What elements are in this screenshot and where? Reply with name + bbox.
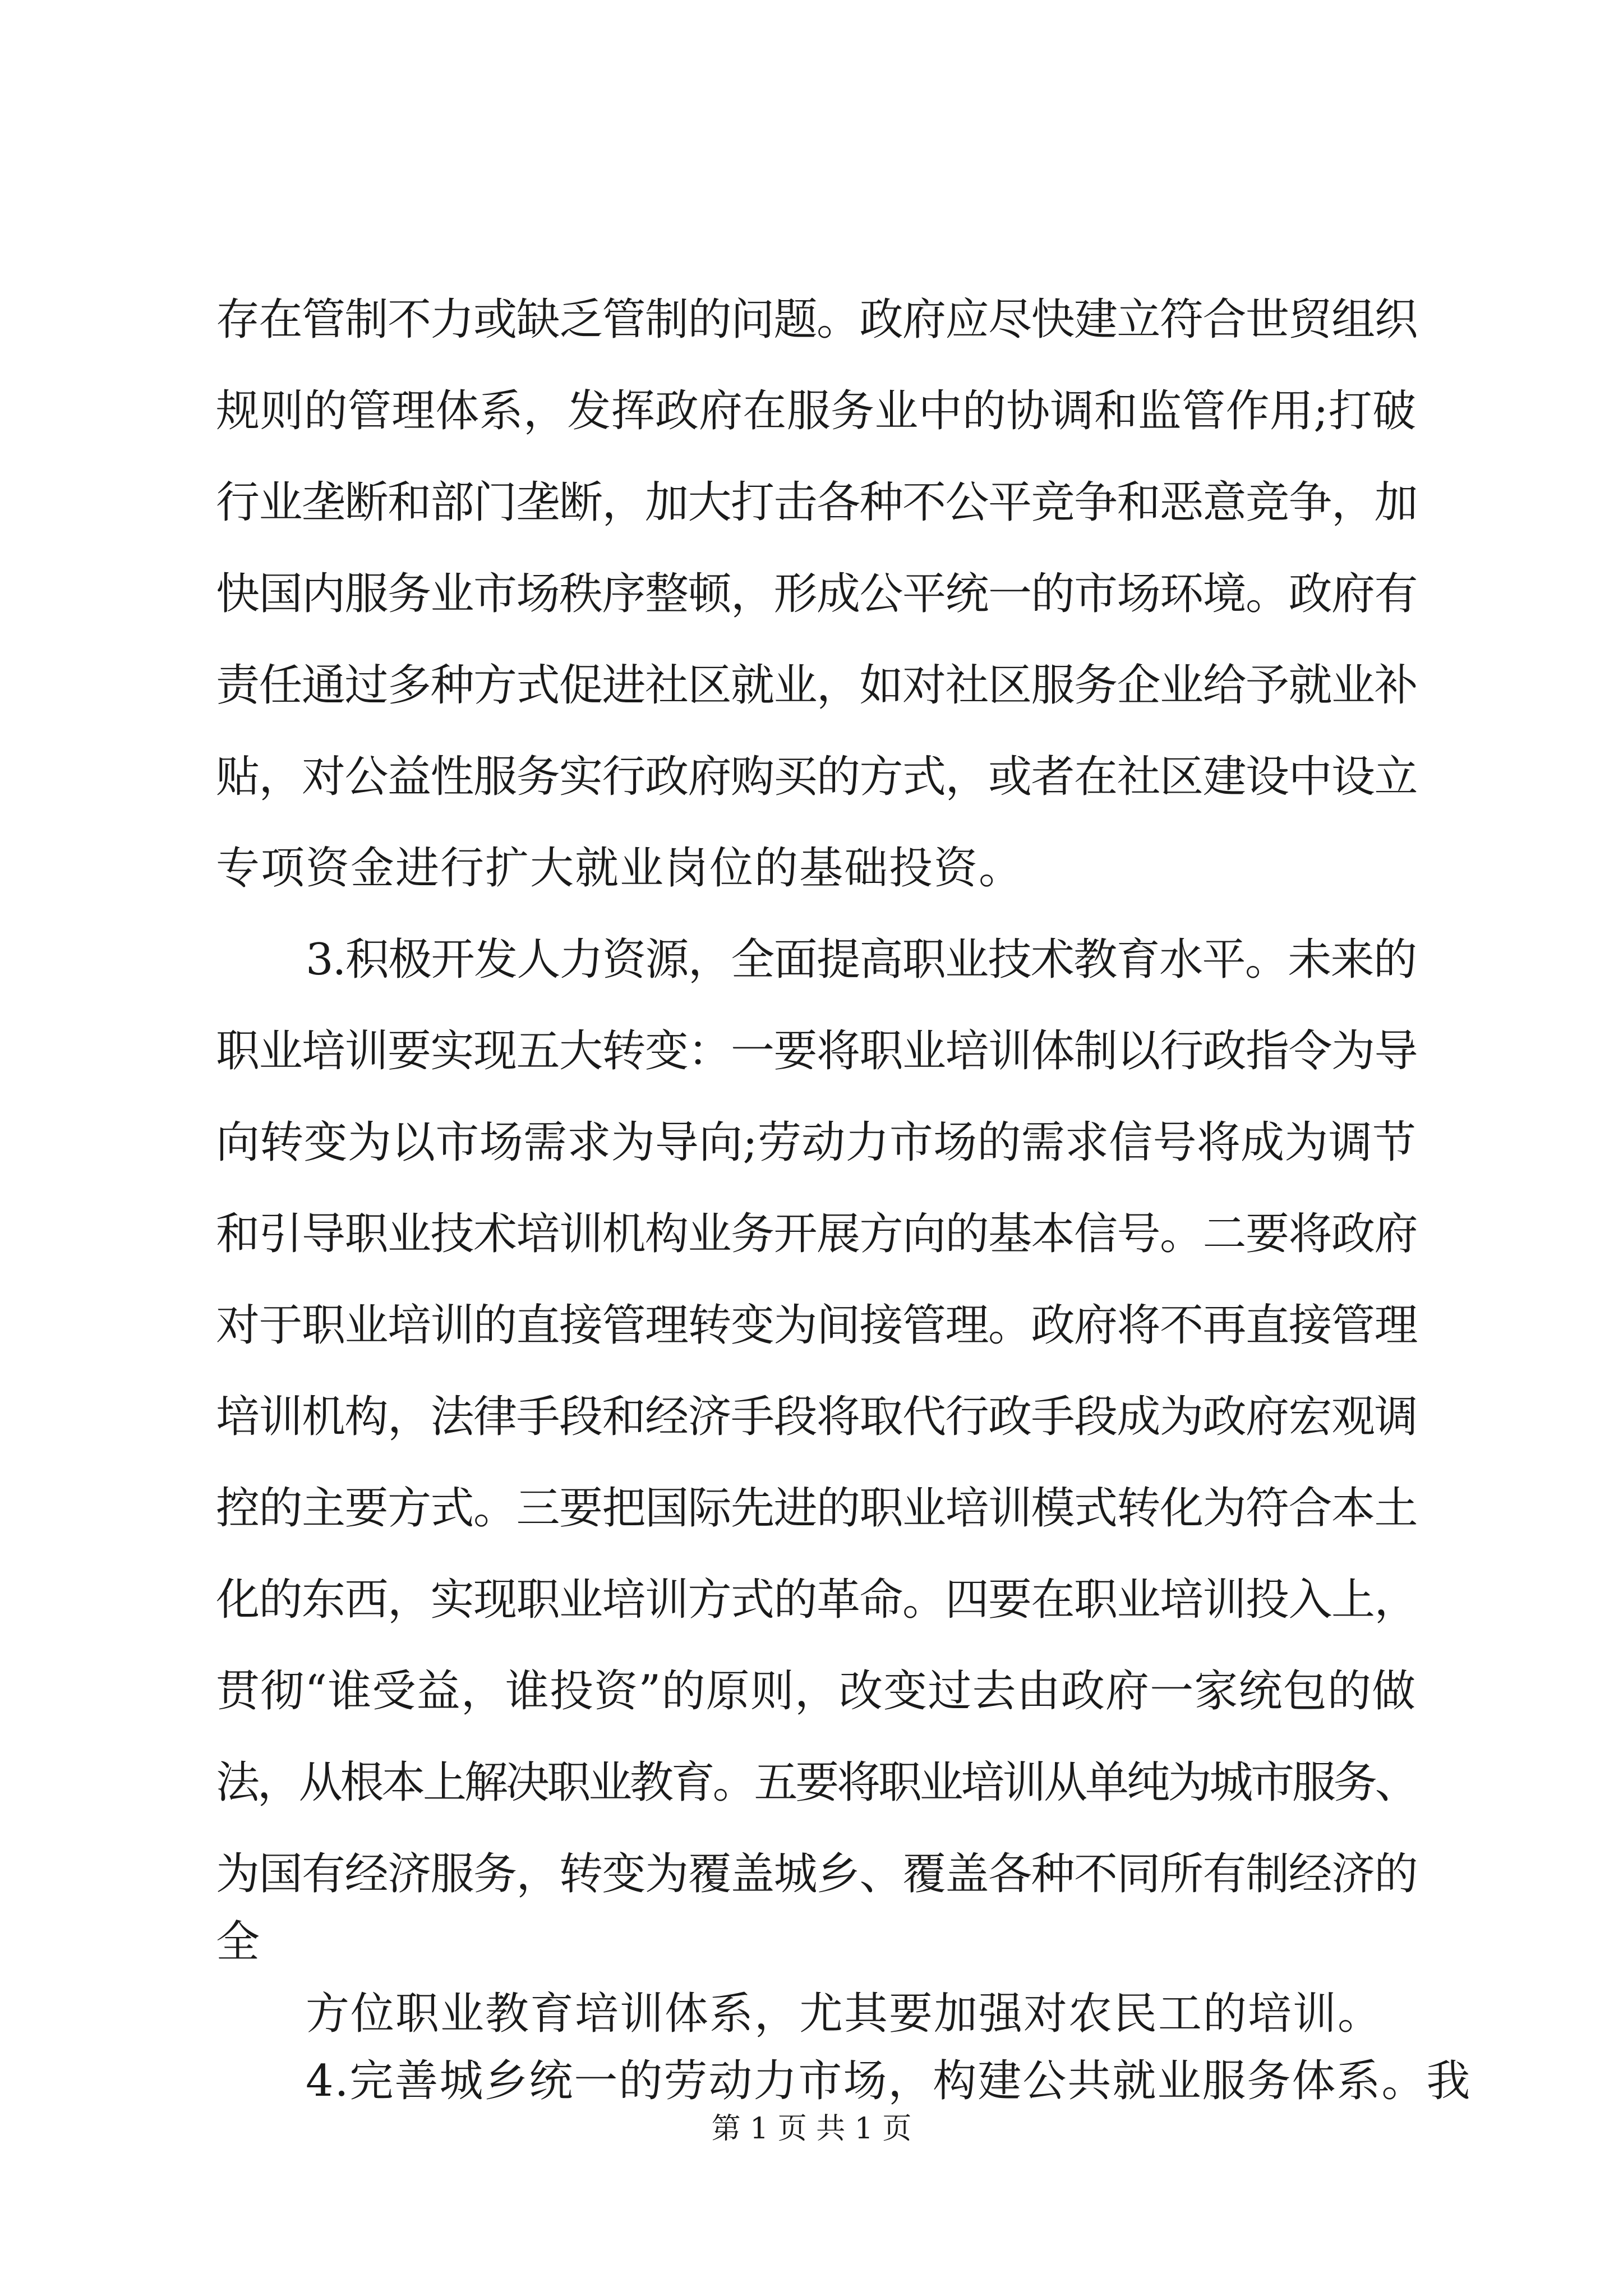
text-line: 快国内服务业市场秩序整顿，形成公平统一的市场环境。政府有 [216, 569, 1418, 619]
text-line: 培训机构，法律手段和经济手段将取代行政手段成为政府宏观调 [216, 1392, 1418, 1442]
text-line: 责任通过多种方式促进社区就业，如对社区服务企业给予就业补 [216, 660, 1418, 711]
text-line: 对于职业培训的直接管理转变为间接管理。政府将不再直接管理 [216, 1300, 1418, 1351]
text-line: 职业培训要实现五大转变：一要将职业培训体制以行政指令为导 [216, 1026, 1418, 1076]
text-line: 全 [216, 1917, 261, 1967]
text-line: 存在管制不力或缺乏管制的问题。政府应尽快建立符合世贸组织 [216, 295, 1418, 345]
text-line: 行业垄断和部门垄断，加大打击各种不公平竞争和恶意竞争，加 [216, 477, 1418, 528]
text-line: 规则的管理体系，发挥政府在服务业中的协调和监管作用;打破 [216, 386, 1416, 436]
text-line: 为国有经济服务，转变为覆盖城乡、覆盖各种不同所有制经济的 [216, 1849, 1418, 1899]
text-line: 和引导职业技术培训机构业务开展方向的基本信号。二要将政府 [216, 1209, 1418, 1259]
text-line: 贴，对公益性服务实行政府购买的方式，或者在社区建设中设立 [216, 752, 1418, 802]
text-line: 控的主要方式。三要把国际先进的职业培训模式转化为符合本土 [216, 1483, 1418, 1534]
text-line: 方位职业教育培训体系，尤其要加强对农民工的培训。 [306, 1989, 1383, 2039]
paragraph-4-first-line: 4.完善城乡统一的劳动力市场，构建公共就业服务体系。我 [306, 2056, 1472, 2106]
paragraph-3-first-line: 3.积极开发人力资源，全面提高职业技术教育水平。未来的 [306, 935, 1416, 985]
text-line: 向转变为以市场需求为导向;劳动力市场的需求信号将成为调节 [216, 1117, 1416, 1168]
text-line: 法，从根本上解决职业教育。五要将职业培训从单纯为城市服务、 [216, 1757, 1416, 1808]
text-line: 专项资金进行扩大就业岗位的基础投资。 [216, 843, 1024, 894]
text-line: 化的东西，实现职业培训方式的革命。四要在职业培训投入上， [216, 1575, 1418, 1625]
text-line: 贯彻“谁受益，谁投资”的原则，改变过去由政府一家统包的做 [216, 1666, 1416, 1717]
page-footer: 第 1 页 共 1 页 [711, 2112, 912, 2146]
